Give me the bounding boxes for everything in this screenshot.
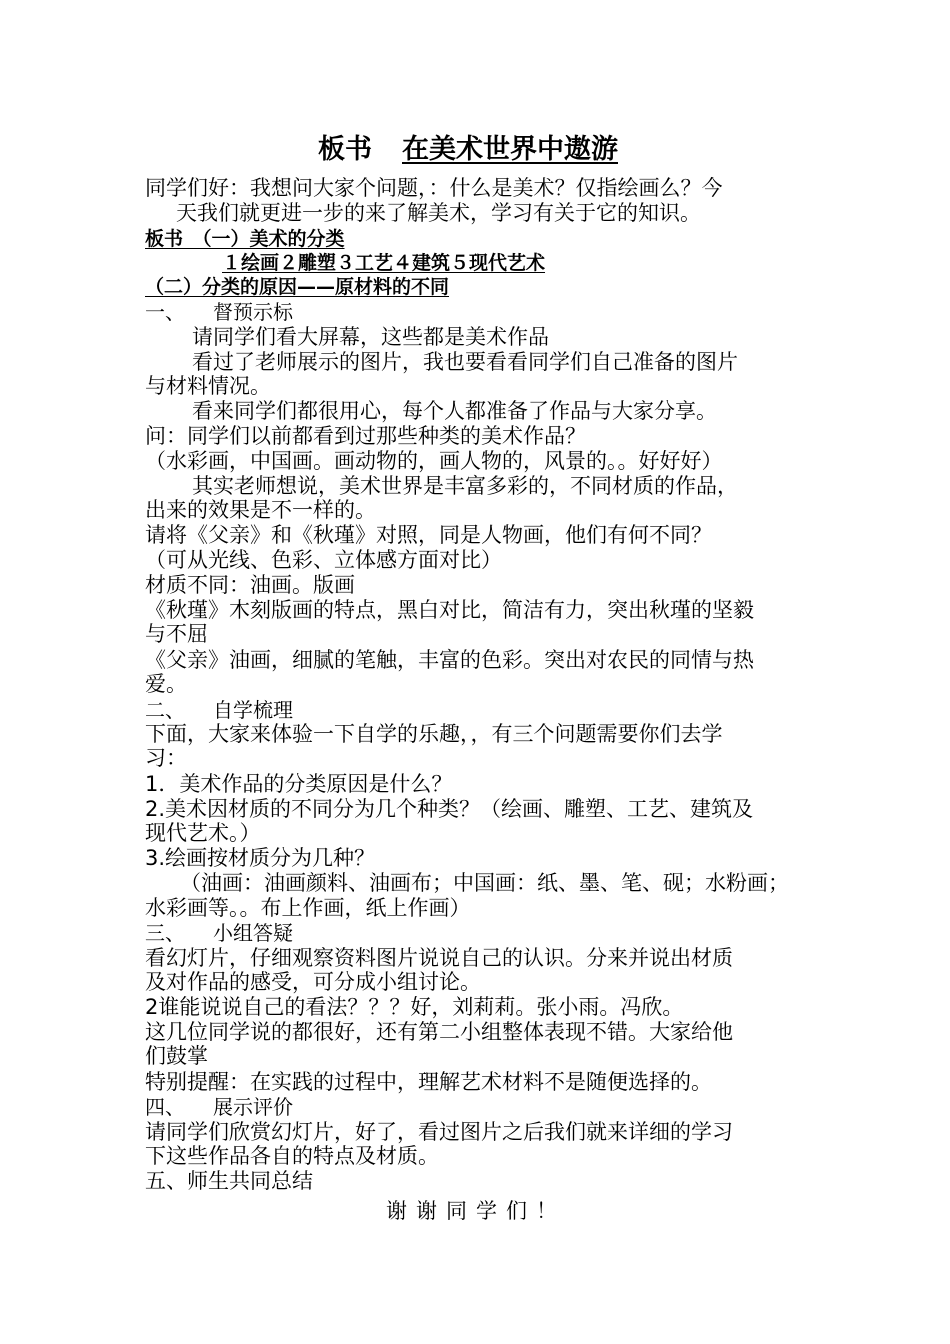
paragraph-line: 看过了老师展示的图片，我也要看看同学们自己准备的图片	[192, 350, 738, 374]
section-3-heading	[145, 921, 293, 945]
paragraph-line: 《父亲》油画，细腻的笔触，丰富的色彩。突出对农民的同情与热	[145, 648, 754, 672]
paragraph-line: 看来同学们都很用心，每个人都准备了作品与大家分享。	[192, 399, 717, 423]
section-3-title: 小组答疑	[213, 921, 293, 945]
intro-line-2: 天我们就更进一步的来了解美术，学习有关于它的知识。	[176, 201, 701, 225]
section-3-number: 三、	[145, 921, 185, 945]
paragraph-line: 请同学们欣赏幻灯片，好了，看过图片之后我们就来详细的学习	[145, 1120, 733, 1144]
section-1-title: 督预示标	[213, 300, 293, 324]
paragraph-line: 看幻灯片，仔细观察资料图片说说自己的认识。分来并说出材质	[145, 946, 733, 970]
paragraph-line: 请将《父亲》和《秋瑾》对照，同是人物画，他们有何不同？	[145, 523, 712, 547]
section-2-number: 二、	[145, 698, 185, 722]
paragraph-line: 材质不同：油画。版画	[145, 573, 355, 597]
paragraph-line: 爱。	[145, 672, 187, 696]
paragraph-line: 下这些作品各自的特点及材质。	[145, 1144, 439, 1168]
paragraph-line: 《秋瑾》木刻版画的特点，黑白对比，简洁有力，突出秋瑾的坚毅	[145, 598, 754, 622]
closing-thanks: 谢谢同学们！	[386, 1199, 566, 1223]
paragraph-line: 习：	[145, 746, 187, 770]
paragraph-line: 及对作品的感受，可分成小组讨论。	[145, 970, 481, 994]
paragraph-line: 现代艺术。）	[145, 821, 261, 845]
board-heading-3: （二）分类的原因——原材料的不同	[145, 276, 450, 298]
section-4-heading	[145, 1095, 293, 1119]
paragraph-line: 请同学们看大屏幕，这些都是美术作品	[192, 325, 549, 349]
title-main: 在美术世界中遨游	[402, 134, 618, 165]
board-heading-1: 板书 （一）美术的分类	[145, 228, 345, 250]
paragraph-line: 3.绘画按材质分为几种？	[145, 846, 376, 870]
paragraph-line: （油画：油画颜料、油画布；中国画：纸、墨、笔、砚；水粉画；	[180, 871, 789, 895]
paragraph-line: （可从光线、色彩、立体感方面对比）	[145, 548, 502, 572]
board-heading-2: １绘画２雕塑３工艺４建筑５现代艺术	[222, 252, 546, 274]
paragraph-line: 2.美术因材质的不同分为几个种类？（绘画、雕塑、工艺、建筑及	[145, 797, 754, 821]
section-5-heading: 五、师生共同总结	[145, 1169, 313, 1193]
paragraph-line: 特别提醒：在实践的过程中，理解艺术材料不是随便选择的。	[145, 1070, 712, 1094]
paragraph-line: 水彩画等。。布上作画，纸上作画）	[145, 896, 471, 920]
paragraph-line: 出来的效果是不一样的。	[145, 498, 376, 522]
section-1-heading	[145, 300, 293, 324]
paragraph-line: 问：同学们以前都看到过那些种类的美术作品？	[145, 424, 586, 448]
section-4-title: 展示评价	[213, 1095, 293, 1119]
paragraph-line: 2谁能说说自己的看法？？？好，刘莉莉。张小雨。冯欣。	[145, 995, 684, 1019]
paragraph-line: 与不屈	[145, 622, 208, 646]
section-2-title: 自学梳理	[213, 698, 293, 722]
paragraph-line: 下面，大家来体验一下自学的乐趣，，有三个问题需要你们去学	[145, 722, 723, 746]
paragraph-line: 们鼓掌	[145, 1044, 208, 1068]
section-2-heading	[145, 698, 293, 722]
paragraph-line: 其实老师想说，美术世界是丰富多彩的，不同材质的作品，	[192, 474, 738, 498]
paragraph-line: 1．美术作品的分类原因是什么？	[145, 772, 453, 796]
section-1-number: 一、	[145, 300, 185, 324]
section-4-number: 四、	[145, 1095, 185, 1119]
intro-line-1: 同学们好：我想问大家个问题，：什么是美术？仅指绘画么？今	[145, 176, 723, 200]
title-prefix: 板书	[318, 134, 372, 165]
paragraph-line: 这几位同学说的都很好，还有第二小组整体表现不错。大家给他	[145, 1020, 733, 1044]
doc-title	[318, 135, 618, 165]
paragraph-line: （水彩画，中国画。画动物的，画人物的，风景的。。好好好）	[145, 449, 723, 473]
paragraph-line: 与材料情况。	[145, 374, 271, 398]
